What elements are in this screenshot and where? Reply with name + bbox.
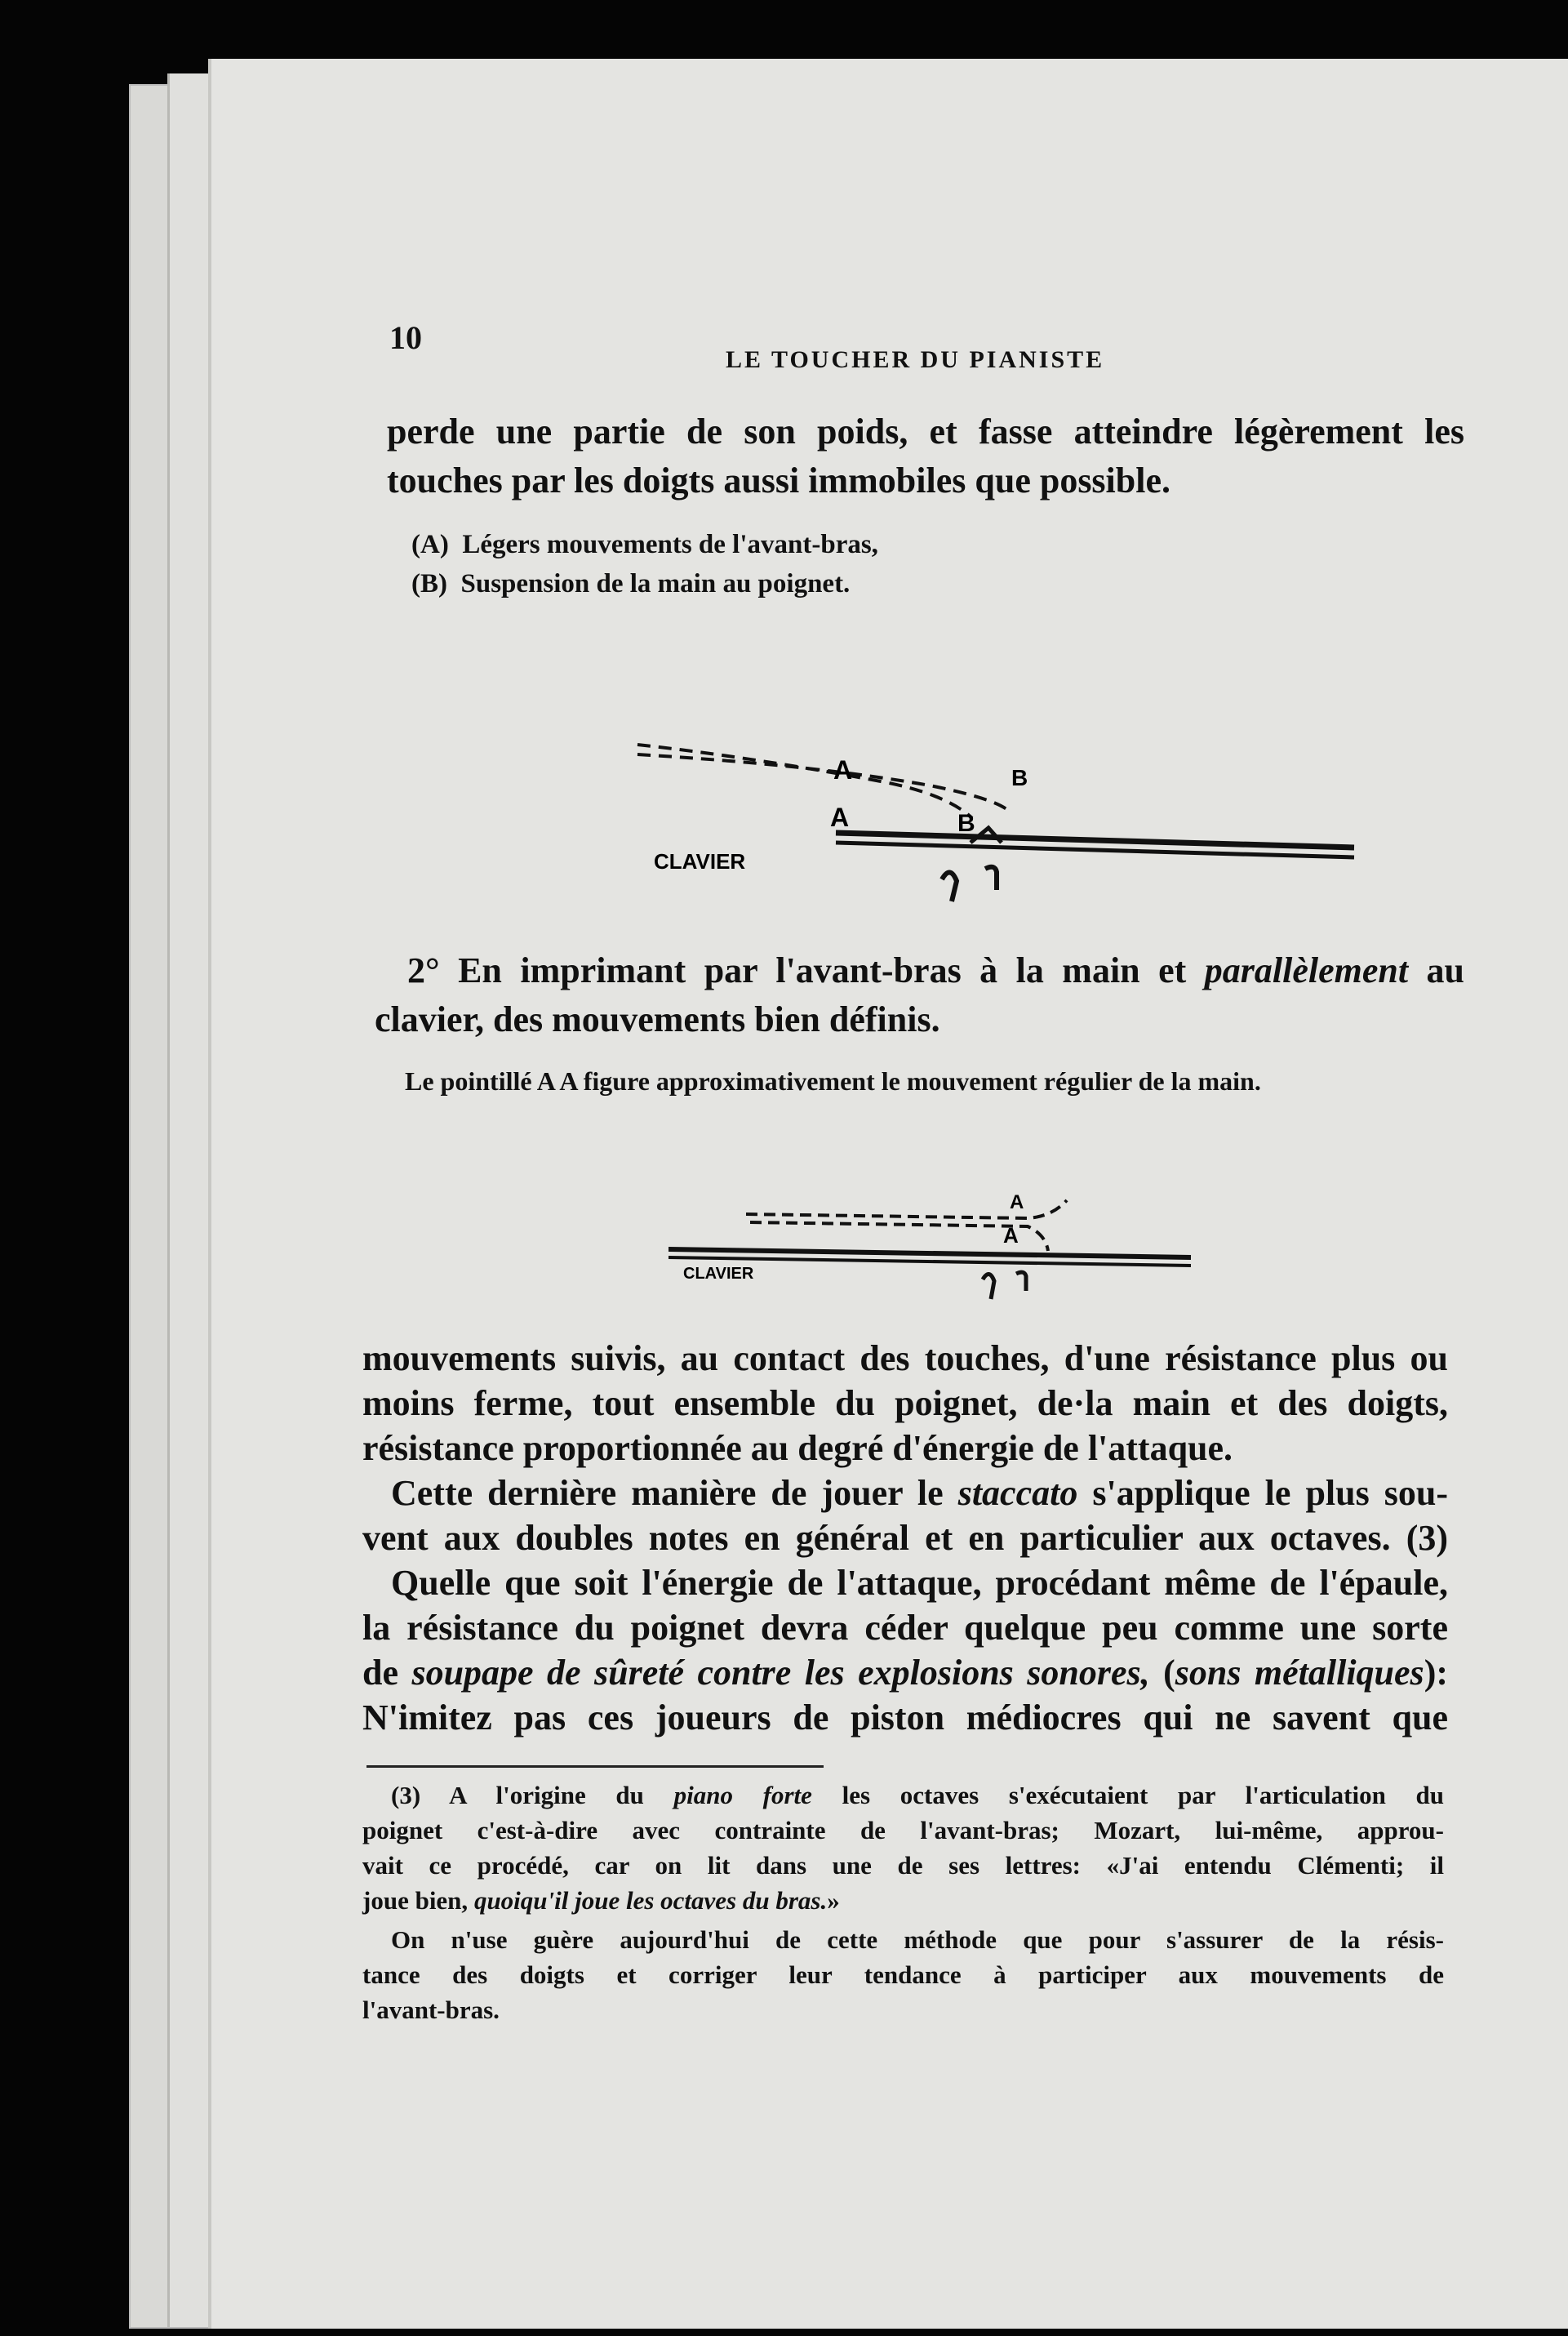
figure-2-keyboard-label: CLAVIER	[683, 1265, 754, 1283]
figure-1-label-b-upper: B	[1011, 765, 1028, 790]
body-p2-line-1: Cette dernière manière de jouer le staccato s'applique le plus sou-	[391, 1473, 1449, 1513]
footnote-rule	[366, 1765, 824, 1768]
figure-2-label-a-upper: A	[1010, 1191, 1024, 1213]
figure-2-diagram	[669, 1177, 1289, 1324]
soupape-emphasis: soupape de sûreté contre les explosions sonores,	[411, 1653, 1150, 1693]
section-2-number: 2°	[407, 950, 440, 990]
figure-1-keyboard-label: CLAVIER	[654, 849, 746, 874]
figure-1-label-b-lower: B	[957, 810, 975, 837]
footnote-3-line-1: (3) A l'origine du piano forte les octaves s'exécutaient par l'articulation du	[391, 1781, 1445, 1809]
figure-1-diagram	[620, 679, 1403, 908]
section-2-emphasis: parallèlement	[1204, 950, 1409, 990]
section-2-line-1	[407, 949, 1464, 993]
figure-2-caption: Le pointillé A A figure approximativement le mouvement régulier de la main.	[405, 1066, 1261, 1096]
legend-item-a	[411, 524, 1146, 565]
sons-metalliques-emphasis: sons métalliques	[1175, 1653, 1424, 1693]
legend-text-b: Suspension de la main au poignet.	[460, 569, 851, 598]
footnote-followup-line-1: On n'use guère aujourd'hui de cette méthode que pour s'assurer de la résis-	[391, 1925, 1444, 1954]
body-p1-line-2: moins ferme, tout ensemble du poignet, de·la main et des doigts,	[362, 1383, 1448, 1423]
legend-text-a: Légers mouvements de l'avant-bras,	[462, 530, 878, 559]
figure-2-finger-mark-2	[1016, 1272, 1026, 1291]
section-2-end: au	[1426, 950, 1465, 990]
running-title: LE TOUCHER DU PIANISTE	[726, 346, 1105, 373]
body-p1-line-1: mouvements suivis, au contact des touches, d'une résistance plus ou	[362, 1338, 1448, 1378]
body-p3-line-3: de soupape de sûreté contre les explosions sonores, (sons métalliques):	[362, 1653, 1448, 1693]
footnote-3-line-4: joue bien, quoiqu'il joue les octaves du bras.»	[362, 1886, 840, 1915]
legend-key-b: (B)	[411, 569, 447, 598]
footnote-followup-line-3: l'avant-bras.	[362, 1996, 500, 2024]
legend-item-b	[411, 563, 1146, 604]
figure-2-label-a-lower: A	[1003, 1223, 1019, 1248]
figure-2-keyboard-line-top	[669, 1249, 1191, 1257]
body-p2-line-2: vent aux doubles notes en général et en particulier aux octaves. (3)	[362, 1518, 1448, 1558]
footnote-3-line-2: poignet c'est-à-dire avec contrainte de l'avant-bras; Mozart, lui-même, approu-	[362, 1816, 1444, 1844]
page-number: 10	[389, 319, 422, 356]
body-p1-line-3: résistance proportionnée au degré d'énergie de l'attaque.	[362, 1428, 1233, 1468]
intro-line-2: touches par les doigts aussi immobiles que possible.	[387, 461, 1171, 501]
intro-line-1: perde une partie de son poids, et fasse atteindre légèrement les	[387, 412, 1464, 452]
body-p3-line-1: Quelle que soit l'énergie de l'attaque, procédant même de l'épaule,	[391, 1563, 1448, 1603]
figure-1-label-a-upper: A	[833, 755, 853, 785]
body-p3-line-2: la résistance du poignet devra céder quelque peu comme une sorte	[362, 1608, 1448, 1648]
finger-mark-2	[985, 867, 997, 890]
figure-2-finger-mark-1	[983, 1274, 994, 1299]
section-2-line-2: clavier, des mouvements bien définis.	[375, 999, 940, 1039]
staccato-emphasis: staccato	[957, 1473, 1078, 1513]
section-2-text: En imprimant par l'avant-bras à la main et	[458, 950, 1187, 990]
footnote-3-line-3: vait ce procédé, car on lit dans une de ses lettres: «J'ai entendu Clémenti; il	[362, 1851, 1444, 1880]
footnote-followup-line-2: tance des doigts et corriger leur tendance à participer aux mouvements de	[362, 1960, 1444, 1989]
figure-1-dotted-path-upper	[637, 745, 972, 818]
body-p3-line-4: N'imitez pas ces joueurs de piston médiocres qui ne savent que	[362, 1697, 1448, 1738]
finger-mark-1	[942, 872, 957, 901]
figure-1-label-a-lower: A	[830, 803, 850, 832]
legend-key-a: (A)	[411, 530, 449, 559]
book-page	[208, 59, 1568, 2329]
